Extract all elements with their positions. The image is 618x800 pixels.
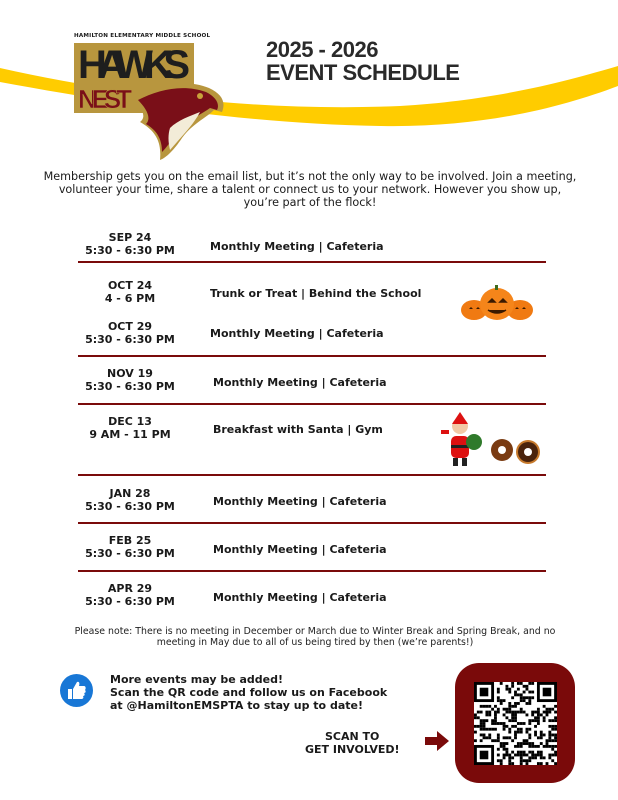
event-time: 5:30 - 6:30 PM: [85, 243, 175, 257]
svg-text:NEST: NEST: [78, 84, 132, 114]
divider: [78, 261, 546, 263]
event-title: Monthly Meeting | Cafeteria: [213, 376, 387, 389]
event-time: 5:30 - 6:30 PM: [85, 546, 175, 560]
event-day: NOV 19: [107, 367, 153, 380]
divider: [78, 570, 546, 572]
hawks-nest-logo: [74, 40, 234, 162]
event-title: Breakfast with Santa | Gym: [213, 423, 383, 436]
pumpkins-image: [460, 282, 534, 322]
title-years: 2025 - 2026: [266, 37, 378, 62]
event-day: DEC 13: [108, 415, 152, 428]
event-time: 4 - 6 PM: [104, 291, 156, 305]
event-date: [70, 416, 190, 441]
event-date: [70, 583, 190, 608]
more-line-1: More events may be added!: [110, 673, 284, 686]
event-title: Trunk or Treat | Behind the School: [210, 287, 422, 300]
divider: [78, 403, 546, 405]
event-title: Monthly Meeting | Cafeteria: [210, 327, 384, 340]
arrow-right-icon: [425, 731, 449, 751]
event-day: OCT 29: [107, 320, 153, 333]
event-day: APR 29: [107, 582, 153, 595]
event-date: [70, 321, 190, 346]
event-date: [70, 368, 190, 393]
event-title: Monthly Meeting | Cafeteria: [213, 591, 387, 604]
svg-text:HAWKS: HAWKS: [78, 43, 190, 87]
event-time: 5:30 - 6:30 PM: [85, 379, 175, 393]
title-event-schedule: EVENT SCHEDULE: [266, 60, 460, 85]
more-line-2: Scan the QR code and follow us on Facebook: [110, 686, 388, 699]
scan-line-1: SCAN TO: [325, 730, 380, 743]
divider: [78, 522, 546, 524]
scan-line-2: GET INVOLVED!: [305, 742, 400, 756]
divider: [78, 355, 546, 357]
event-date: [70, 232, 190, 257]
scan-cta: [305, 731, 400, 756]
intro-text: Membership gets you on the email list, but it’s not the only way to be involved. Join a meeting, volunteer your time, share a talent or connect us to your network. However you show up, you’re part of the flock!: [43, 170, 577, 209]
event-time: 9 AM - 11 PM: [89, 427, 171, 441]
event-title: Monthly Meeting | Cafeteria: [213, 543, 387, 556]
event-date: [70, 280, 190, 305]
thumbs-up-icon[interactable]: [60, 674, 93, 707]
event-day: JAN 28: [109, 487, 151, 500]
event-day: SEP 24: [108, 231, 152, 244]
divider: [78, 474, 546, 476]
event-time: 5:30 - 6:30 PM: [85, 332, 175, 346]
santa-and-donuts-image: [438, 412, 546, 468]
event-time: 5:30 - 6:30 PM: [85, 499, 175, 513]
event-day: FEB 25: [108, 534, 152, 547]
event-time: 5:30 - 6:30 PM: [85, 594, 175, 608]
event-day: OCT 24: [107, 279, 153, 292]
note-text: Please note: There is no meeting in December or March due to Winter Break and Spring Break, and no meeting in May due to all of us being tired by then (we’re parents!): [74, 626, 556, 648]
event-title: Monthly Meeting | Cafeteria: [213, 495, 387, 508]
qr-code[interactable]: [474, 682, 557, 765]
event-date: [70, 488, 190, 513]
event-date: [70, 535, 190, 560]
more-line-3: at @HamiltonEMSPTA to stay up to date!: [110, 699, 363, 712]
event-title: Monthly Meeting | Cafeteria: [210, 240, 384, 253]
more-events-text: [110, 673, 387, 712]
school-name: HAMILTON ELEMENTARY MIDDLE SCHOOL: [74, 33, 211, 39]
